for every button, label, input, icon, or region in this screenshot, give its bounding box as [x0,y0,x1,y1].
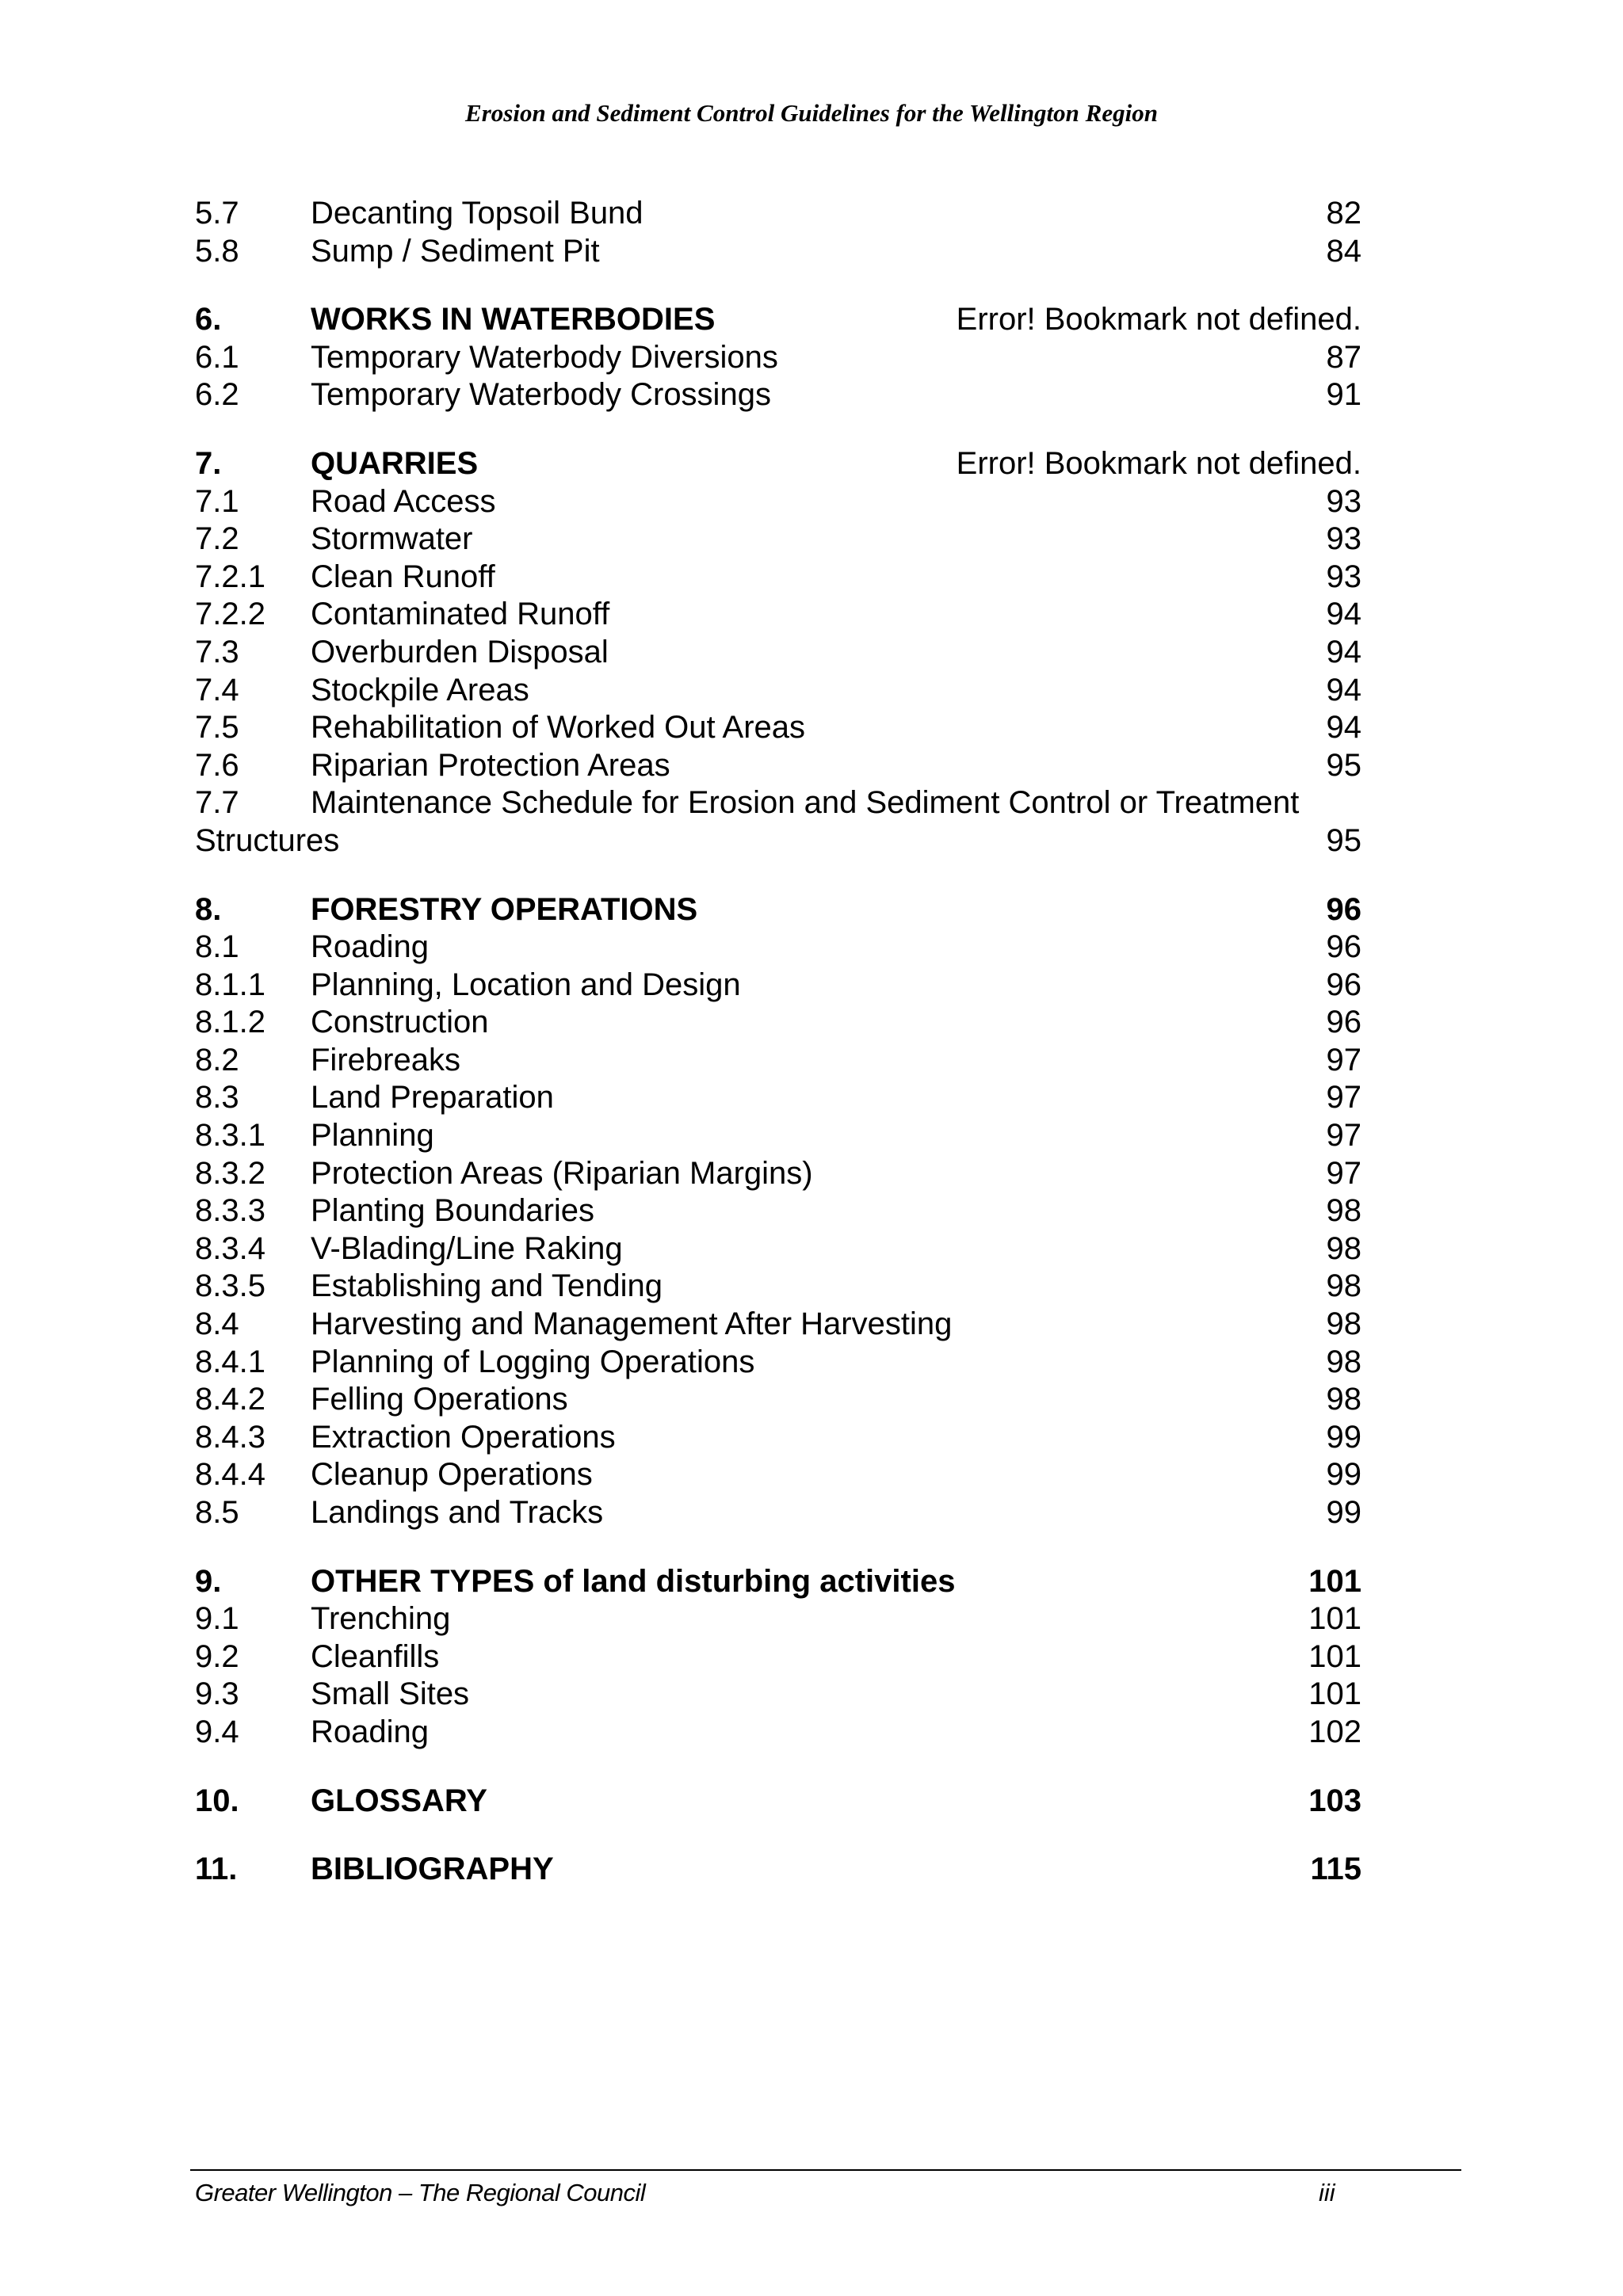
toc-entry-page: 98 [1326,1382,1361,1417]
toc-entry-page: 87 [1326,339,1361,375]
toc-section-8 [195,891,1361,1532]
toc-entry[interactable] [195,1419,1361,1457]
toc-entry-number: 8.1 [195,929,239,965]
toc-entry-number: 7.5 [195,710,239,746]
footer-divider [190,2169,1461,2171]
toc-section-6 [195,301,1361,414]
toc-entry-page: 101 [1308,1676,1361,1712]
toc-entry-page: 98 [1326,1230,1361,1266]
toc-entry[interactable] [195,1192,1361,1230]
toc-entry[interactable] [195,596,1361,634]
toc-entry-number: 7.6 [195,747,239,783]
toc-entry-title: Planning, Location and Design [311,967,741,1002]
toc-entry-title: Firebreaks [311,1042,460,1077]
toc-entry-number: 8.1.2 [195,1005,265,1040]
toc-entry-number: 6.2 [195,377,239,413]
footer-page-number: iii [1319,2179,1335,2206]
toc-entry-title: Construction [311,1005,489,1040]
toc-entry-title: Road Access [311,483,496,519]
toc-entry-number: 8.3.2 [195,1155,265,1191]
toc-entry-page: 96 [1326,1005,1361,1040]
toc-entry-title: Small Sites [311,1676,470,1712]
toc-entry-wrapped[interactable] [195,784,1361,822]
toc-entry-number: 8.5 [195,1495,239,1530]
toc-entry[interactable] [195,1117,1361,1155]
toc-entry-title: Roading [311,929,430,965]
toc-entry[interactable] [195,195,1361,233]
toc-entry-page: 98 [1326,1344,1361,1379]
toc-entry[interactable] [195,1714,1361,1752]
running-header: Erosion and Sediment Control Guidelines for the Wellington Region [465,99,1158,127]
toc-entry[interactable] [195,1230,1361,1268]
toc-entry-title: Roading [311,1714,430,1749]
toc-entry[interactable] [195,1268,1361,1306]
toc-entry-page: 93 [1326,483,1361,519]
toc-entry-title: Stockpile Areas [311,672,529,707]
toc-entry-title: Riparian Protection Areas [311,747,670,783]
toc-entry[interactable] [195,1638,1361,1676]
toc-heading-number: 8. [195,891,222,927]
toc-entry[interactable] [195,1600,1361,1638]
toc-entry-number: 8.1.1 [195,967,265,1002]
toc-entry-page: 93 [1326,521,1361,557]
toc-entry-title: Temporary Waterbody Diversions [311,339,778,375]
toc-section-heading[interactable] [195,1563,1361,1601]
toc-heading-page: 96 [1326,891,1361,927]
toc-entry-number: 8.4.4 [195,1457,265,1493]
toc-section-heading[interactable] [195,445,1361,483]
toc-entry-page: 97 [1326,1080,1361,1116]
toc-entry-page: 82 [1326,196,1361,231]
toc-entry-number: 7.7 [195,785,239,821]
toc-entry-number: 8.4 [195,1306,239,1342]
toc-entry[interactable] [195,1306,1361,1344]
toc-entry[interactable] [195,339,1361,377]
toc-entry-page: 101 [1308,1638,1361,1674]
toc-section-heading[interactable] [195,1851,1361,1889]
toc-entry-page: 102 [1308,1714,1361,1749]
toc-section-heading[interactable] [195,891,1361,929]
toc-entry-title: Planting Boundaries [311,1193,595,1229]
toc-entry-title: Extraction Operations [311,1419,616,1455]
toc-entry-number: 9.3 [195,1676,239,1712]
toc-entry-page: 95 [1326,747,1361,783]
toc-entry-number: 7.1 [195,483,239,519]
toc-entry-number: 7.2 [195,521,239,557]
toc-entry-number: 9.4 [195,1714,239,1749]
toc-section-heading[interactable] [195,1783,1361,1821]
toc-heading-page: 101 [1308,1563,1361,1599]
toc-heading-number: 6. [195,302,222,338]
toc-entry-page: 95 [1326,822,1361,858]
toc-entry[interactable] [195,672,1361,710]
toc-entry-page: 96 [1326,967,1361,1002]
toc-entry-title: Sump / Sediment Pit [311,233,600,269]
toc-entry-page: 84 [1326,233,1361,269]
toc-entry-title: Stormwater [311,521,473,557]
toc-entry[interactable] [195,483,1361,521]
toc-entry-page: 94 [1326,710,1361,746]
toc-entry-title: Landings and Tracks [311,1495,604,1530]
toc-heading-page: Error! Bookmark not defined. [956,302,1361,338]
toc-heading-page: Error! Bookmark not defined. [956,445,1361,481]
toc-entry-title: Cleanup Operations [311,1457,593,1493]
toc-entry-title: Planning of Logging Operations [311,1344,755,1379]
toc-entry-title: Maintenance Schedule for Erosion and Sediment Control or Treatment [311,785,1300,821]
toc-entry-number: 7.2.1 [195,559,265,594]
toc-entry-title: Harvesting and Management After Harvesting [311,1306,953,1342]
toc-entry[interactable] [195,1344,1361,1382]
toc-entry[interactable] [195,1042,1361,1080]
toc-entry-number: 8.4.1 [195,1344,265,1379]
toc-entry-number: 8.4.3 [195,1419,265,1455]
toc-heading-title: OTHER TYPES of land disturbing activities [311,1563,956,1599]
toc-entry-page: 98 [1326,1306,1361,1342]
toc-entry-number: 9.2 [195,1638,239,1674]
toc-entry-page: 97 [1326,1155,1361,1191]
toc-entry[interactable] [195,634,1361,672]
toc-entry[interactable] [195,1494,1361,1532]
toc-entry-title: Land Preparation [311,1080,554,1116]
toc-entry-number: 7.3 [195,634,239,669]
toc-entry[interactable] [195,967,1361,1005]
toc-entry-number: 8.4.2 [195,1382,265,1417]
toc-entry-number: 9.1 [195,1601,239,1637]
toc-entry-page: 94 [1326,597,1361,632]
toc-entry-title: Rehabilitation of Worked Out Areas [311,710,806,746]
toc-entry-title: Planning [311,1118,434,1154]
toc-heading-title: FORESTRY OPERATIONS [311,891,698,927]
toc-heading-number: 9. [195,1563,222,1599]
toc-entry-title: Temporary Waterbody Crossings [311,377,771,413]
toc-entry-page: 94 [1326,634,1361,669]
toc-entry[interactable] [195,1381,1361,1419]
toc-heading-page: 103 [1308,1783,1361,1818]
toc-entry-page: 93 [1326,559,1361,594]
toc-entry-number: 6.1 [195,339,239,375]
toc-heading-title: BIBLIOGRAPHY [311,1852,554,1887]
toc-entry-wrapped-continuation[interactable] [195,822,1361,860]
toc-entry-number: 8.3.1 [195,1118,265,1154]
toc-entry[interactable] [195,1004,1361,1042]
toc-section-10 [195,1783,1361,1821]
toc-entry[interactable] [195,521,1361,559]
toc-entry-page: 101 [1308,1601,1361,1637]
toc-entry[interactable] [195,376,1361,414]
toc-entry-page: 99 [1326,1419,1361,1455]
toc-entry-number: 8.2 [195,1042,239,1077]
toc-entry-number: 8.3.3 [195,1193,265,1229]
toc-entry[interactable] [195,233,1361,271]
toc-entry-page: 98 [1326,1193,1361,1229]
toc-heading-page: 115 [1310,1852,1361,1887]
toc-entry[interactable] [195,1079,1361,1117]
toc-entry[interactable] [195,559,1361,597]
toc-entry[interactable] [195,1155,1361,1193]
toc-entry-title: Felling Operations [311,1382,568,1417]
toc-section-5 [195,195,1361,270]
toc-entry-number: 8.3 [195,1080,239,1116]
toc-entry-page: 99 [1326,1457,1361,1493]
toc-entry-number: 5.7 [195,196,239,231]
toc-section-heading[interactable] [195,301,1361,339]
toc-heading-number: 7. [195,445,222,481]
table-of-contents [195,195,1361,1889]
toc-entry-number: 8.3.4 [195,1230,265,1266]
toc-entry-title-continuation: Structures [195,822,340,858]
toc-section-7 [195,445,1361,860]
toc-heading-title: GLOSSARY [311,1783,487,1818]
toc-heading-number: 11. [195,1852,238,1887]
toc-entry-page: 97 [1326,1042,1361,1077]
toc-entry-number: 7.2.2 [195,597,265,632]
toc-heading-number: 10. [195,1783,239,1818]
toc-entry-page: 98 [1326,1268,1361,1304]
toc-entry-page: 96 [1326,929,1361,965]
toc-entry[interactable] [195,1676,1361,1714]
toc-entry[interactable] [195,1456,1361,1494]
toc-entry-page: 99 [1326,1495,1361,1530]
toc-entry-number: 8.3.5 [195,1268,265,1304]
toc-entry-title: V-Blading/Line Raking [311,1230,623,1266]
toc-entry-title: Trenching [311,1601,451,1637]
footer-organization: Greater Wellington – The Regional Council [195,2179,646,2206]
toc-entry-page: 94 [1326,672,1361,707]
toc-entry-title: Decanting Topsoil Bund [311,196,643,231]
toc-heading-title: WORKS IN WATERBODIES [311,302,716,338]
toc-entry-title: Clean Runoff [311,559,495,594]
toc-entry[interactable] [195,709,1361,747]
toc-entry-page: 91 [1326,377,1361,413]
toc-heading-title: QUARRIES [311,445,479,481]
toc-entry-title: Contaminated Runoff [311,597,610,632]
toc-entry-title: Overburden Disposal [311,634,609,669]
toc-section-11 [195,1851,1361,1889]
toc-entry-number: 7.4 [195,672,239,707]
toc-entry[interactable] [195,747,1361,785]
toc-entry[interactable] [195,929,1361,967]
toc-section-9 [195,1563,1361,1752]
toc-entry-number: 5.8 [195,233,239,269]
toc-entry-title: Establishing and Tending [311,1268,663,1304]
toc-entry-page: 97 [1326,1118,1361,1154]
toc-entry-title: Cleanfills [311,1638,440,1674]
toc-entry-title: Protection Areas (Riparian Margins) [311,1155,813,1191]
